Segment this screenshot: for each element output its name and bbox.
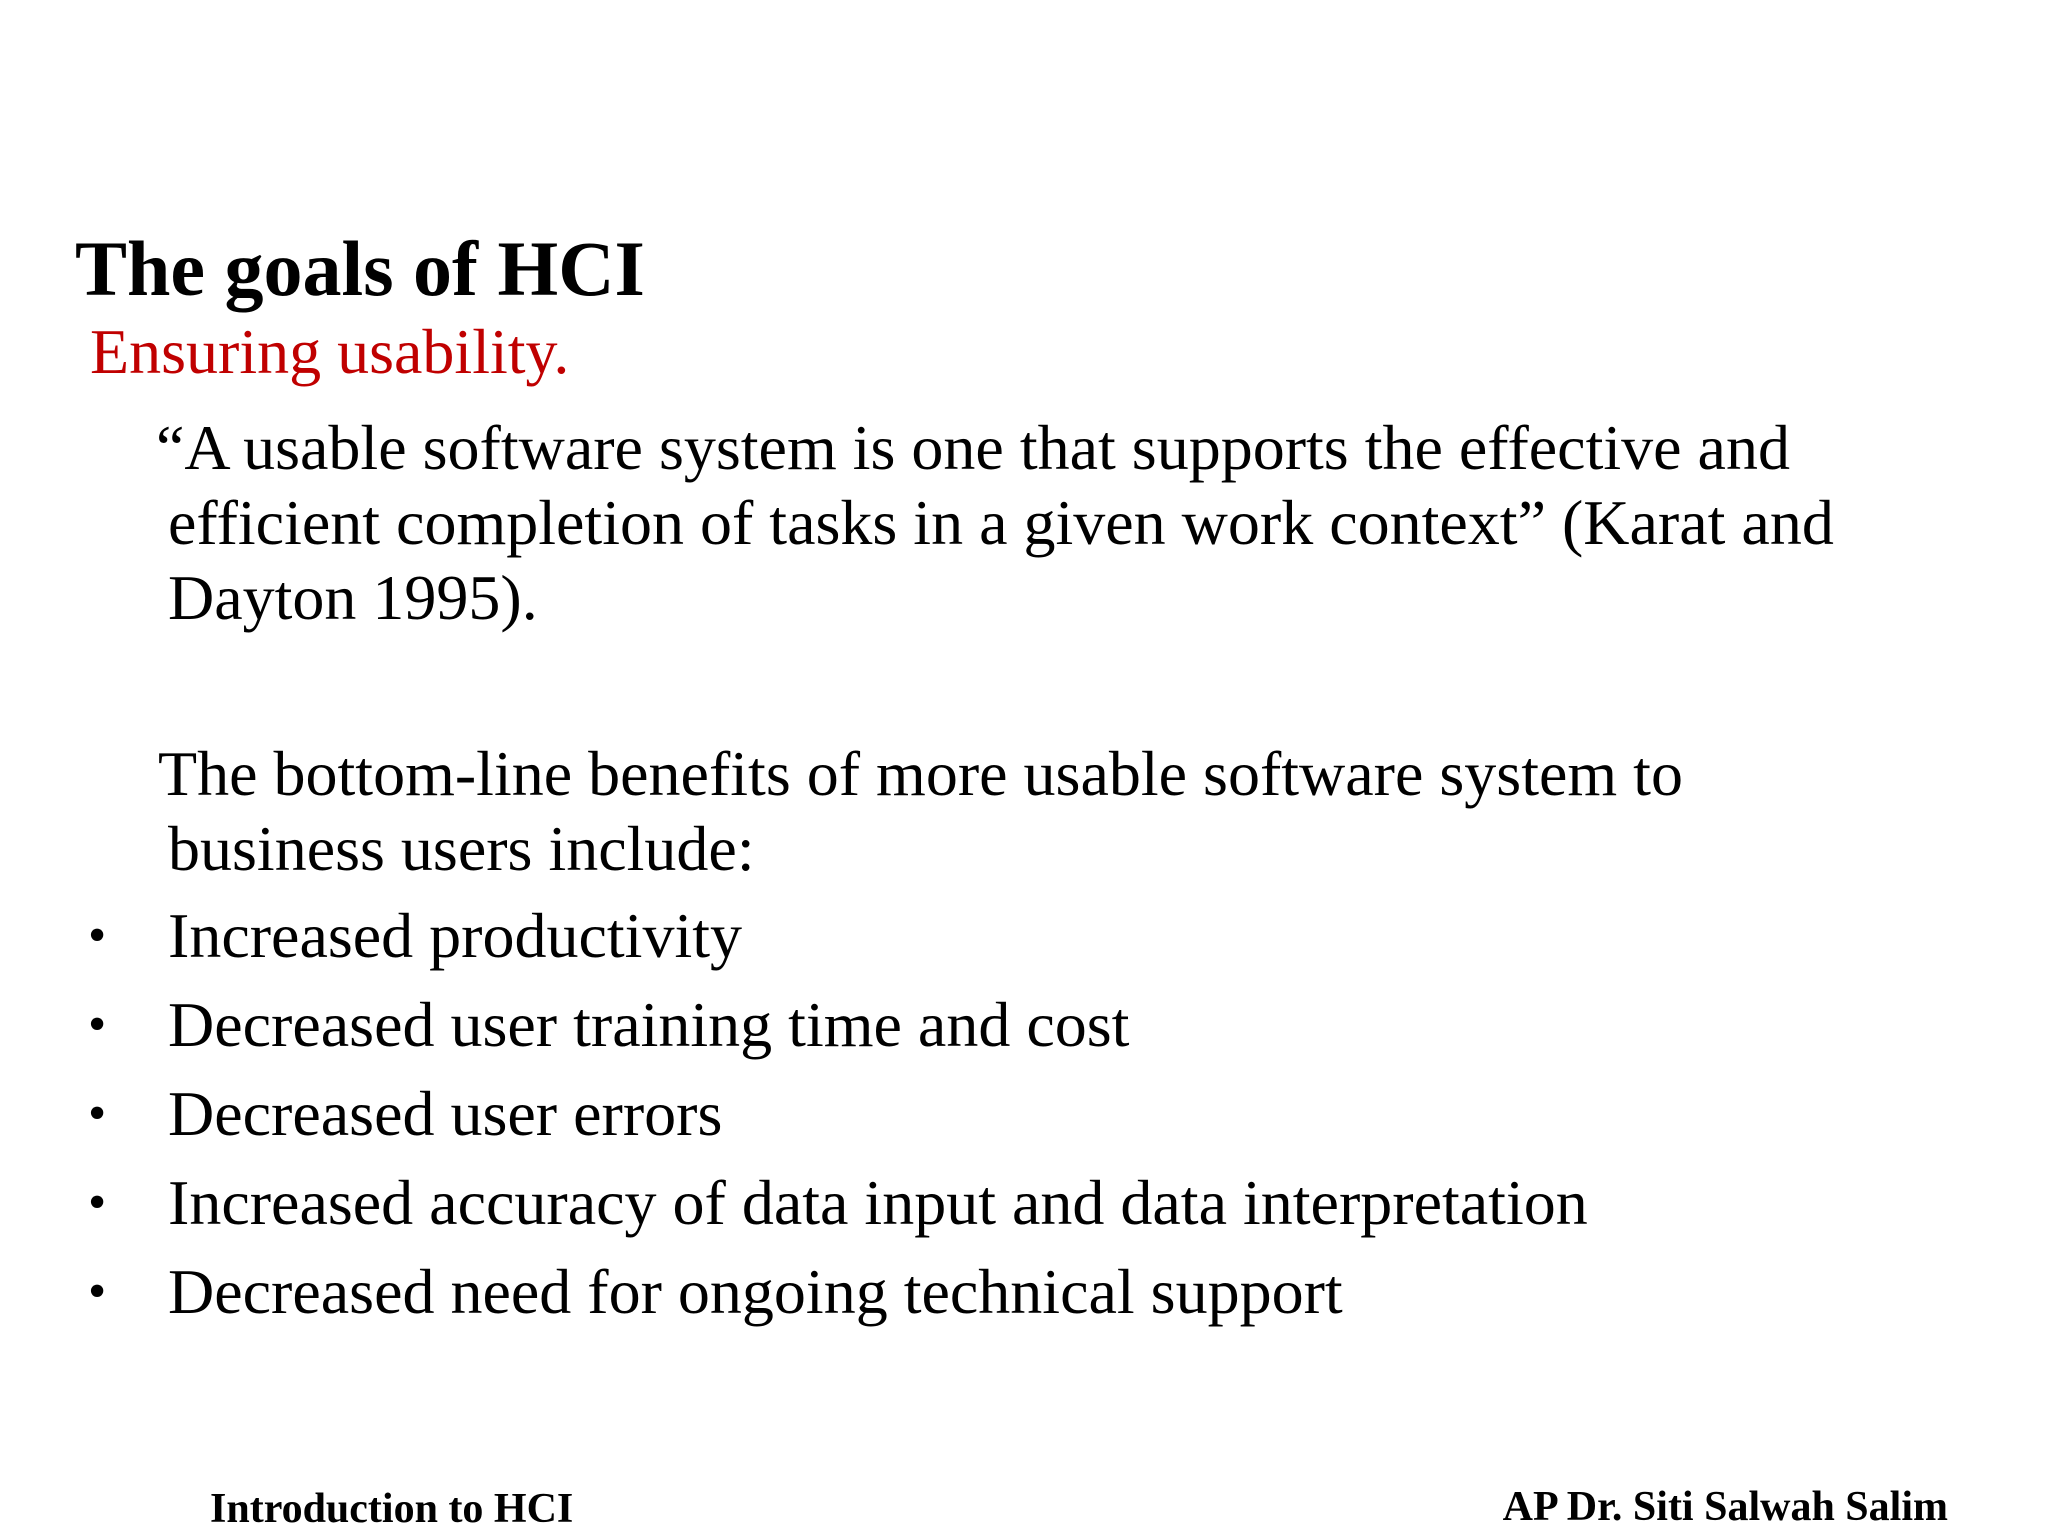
list-item [0, 1254, 2048, 1343]
slide-title: The goals of HCI [75, 225, 645, 312]
footer-author: AP Dr. Siti Salwah Salim [1502, 1484, 1948, 1530]
benefits-intro-line-1: The bottom-line benefits of more usable software system to [158, 738, 1683, 809]
bullet-icon: • [88, 1174, 107, 1231]
benefits-intro-line-2: business users include: [168, 813, 755, 884]
list-item [0, 987, 2048, 1076]
list-item [0, 1165, 2048, 1254]
list-item-text: Decreased user training time and cost [168, 989, 1130, 1060]
list-item-text: Decreased need for ongoing technical support [168, 1256, 1343, 1327]
bullet-icon: • [88, 907, 107, 964]
list-item-text: Increased productivity [168, 900, 742, 971]
bullet-icon: • [88, 1085, 107, 1142]
benefits-intro [158, 736, 2008, 886]
usability-quote [156, 410, 2008, 635]
list-item-text: Increased accuracy of data input and data interpretation [168, 1167, 1588, 1238]
bullet-icon: • [88, 1263, 107, 1320]
quote-line-2: efficient completion of tasks in a given work context” (Karat and [168, 487, 1834, 558]
footer-course-title: Introduction to HCI [210, 1486, 574, 1532]
slide-subtitle: Ensuring usability. [90, 316, 570, 387]
quote-line-1: “A usable software system is one that supports the effective and [156, 412, 1790, 483]
list-item [0, 1076, 2048, 1165]
list-item-text: Decreased user errors [168, 1078, 723, 1149]
benefits-list [0, 898, 2048, 1343]
list-item [0, 898, 2048, 987]
bullet-icon: • [88, 996, 107, 1053]
quote-line-3: Dayton 1995). [168, 562, 538, 633]
